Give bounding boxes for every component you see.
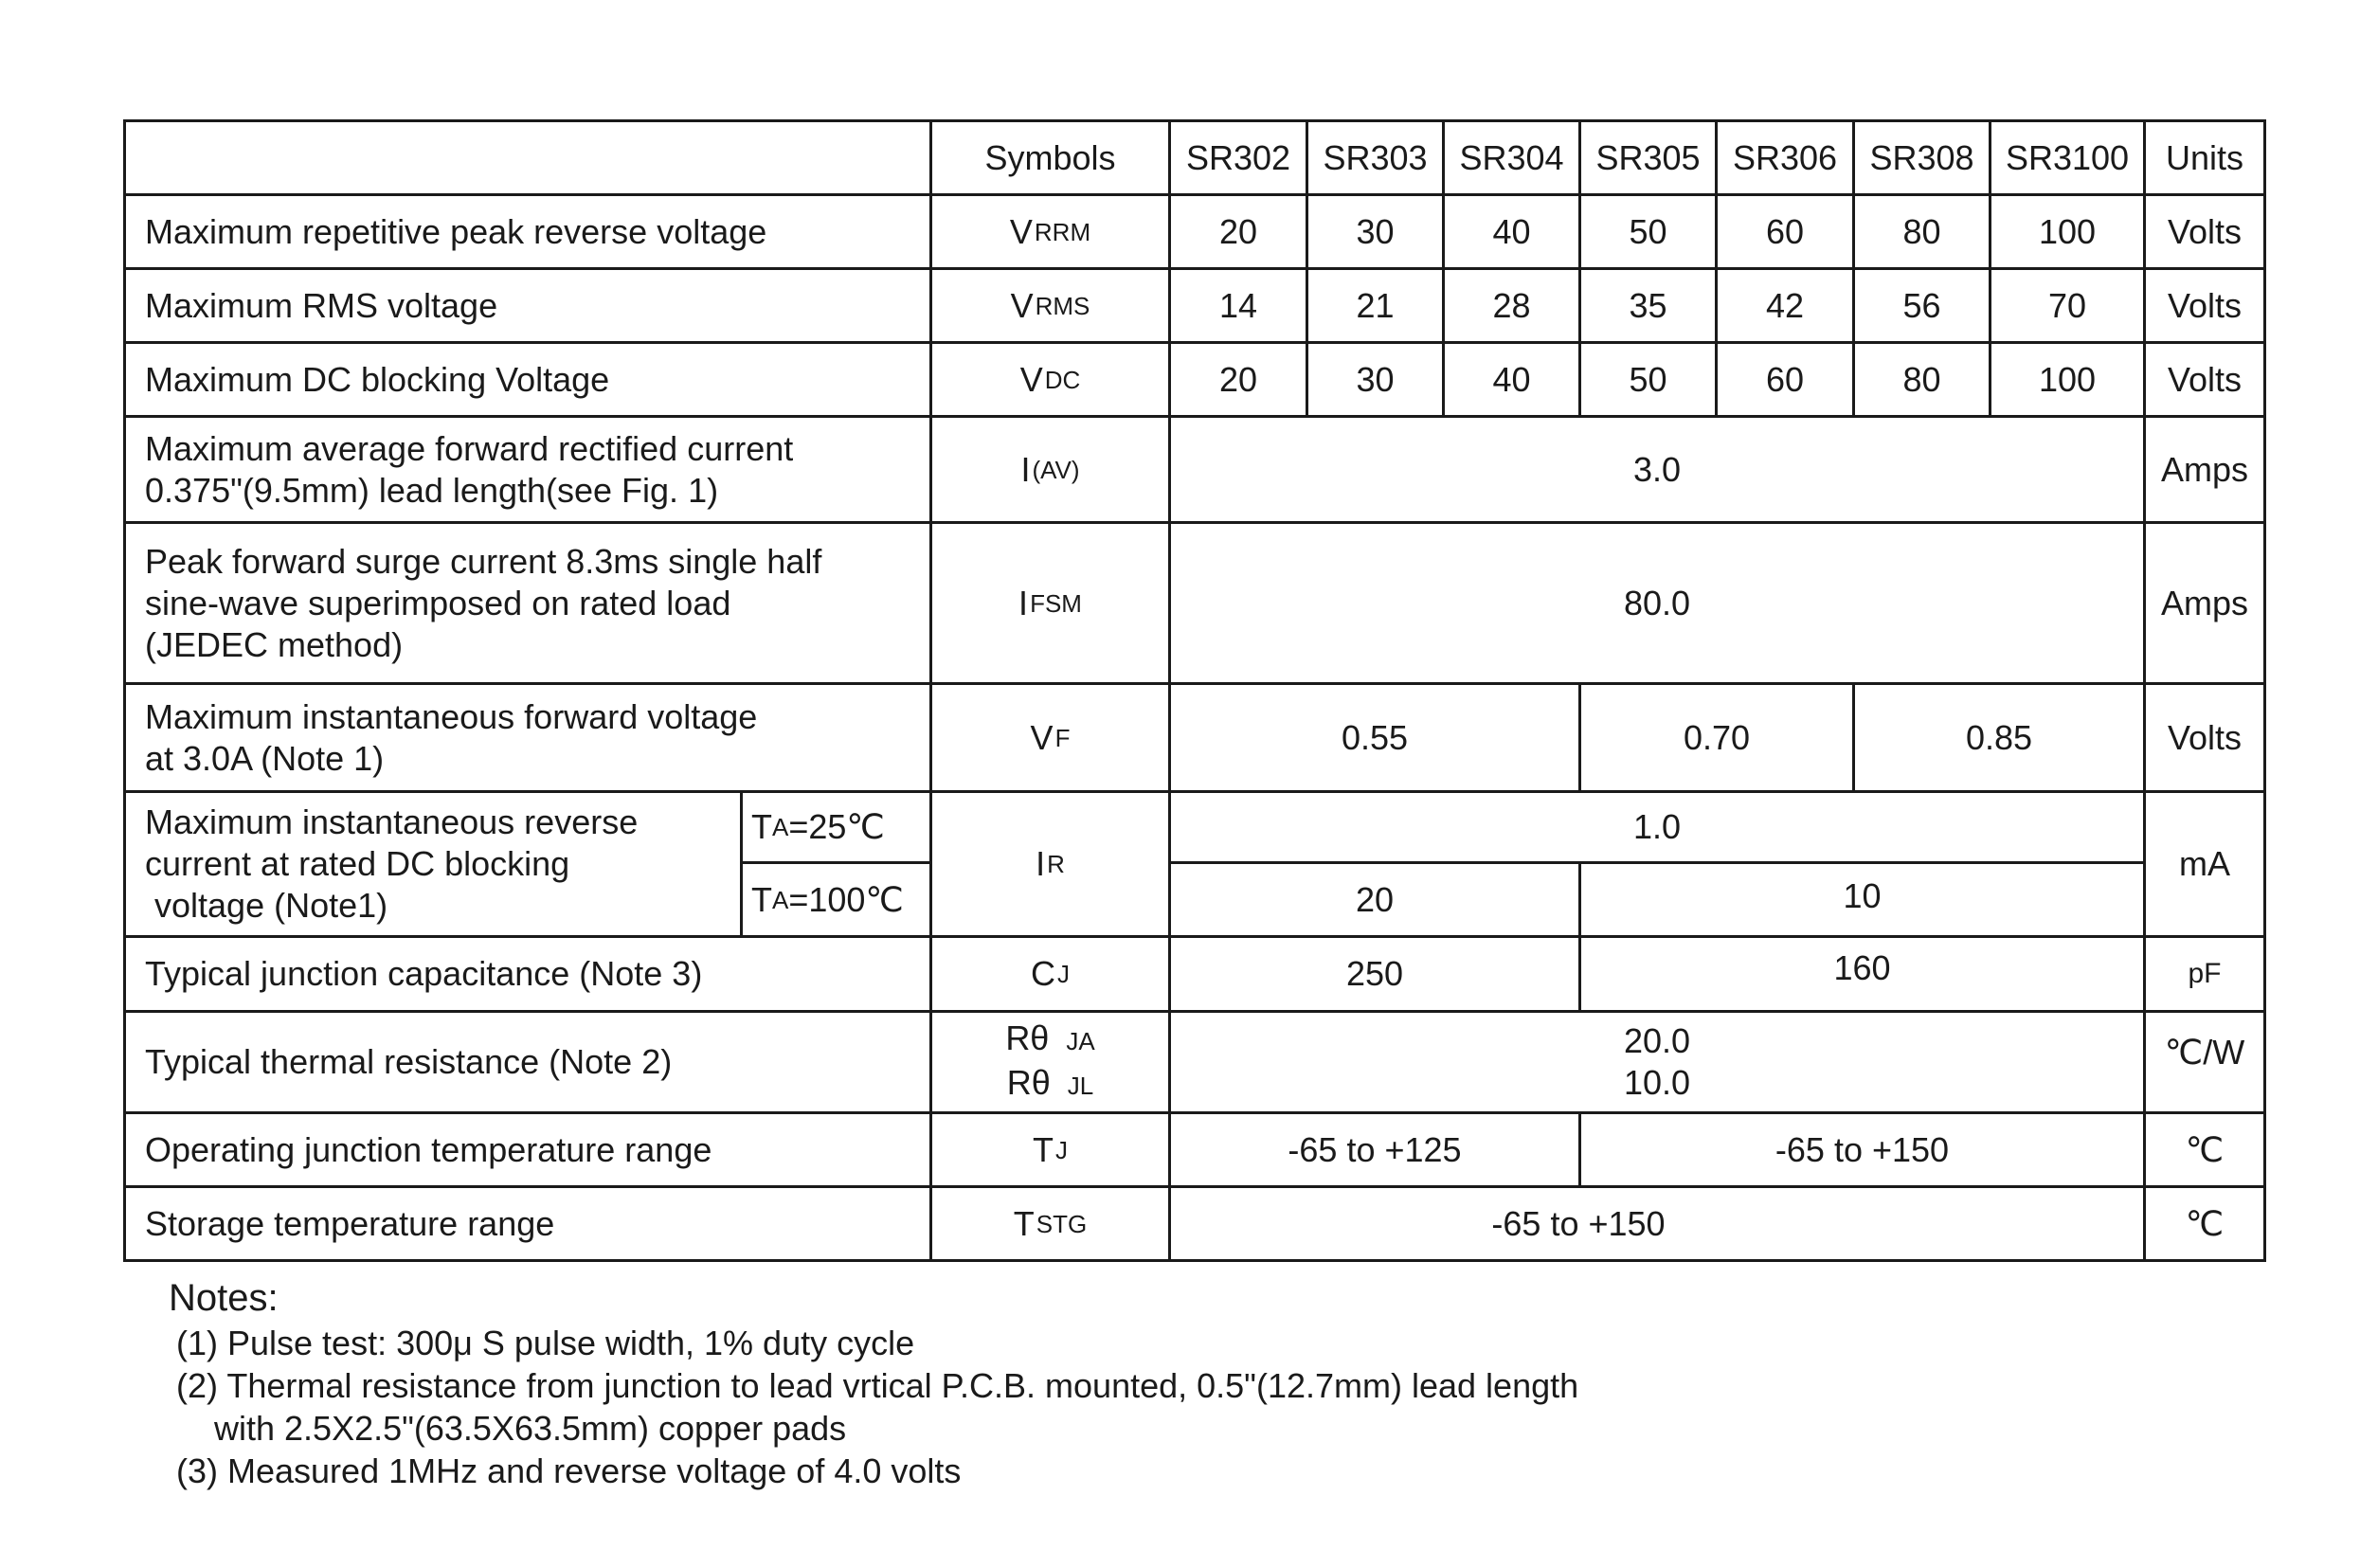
value-cell: 80.0 [1623,583,1691,622]
value-cell: 20 [1218,211,1258,251]
symbol-cj [932,938,1168,1010]
value-cell: 1.0 [1632,807,1682,846]
value-cell: 10 [1843,876,1882,915]
value-cell: 20 [1218,359,1258,399]
value-cell: 0.85 [1965,717,2033,757]
symbol-rth-jl [1007,1062,1094,1107]
cond-ta100 [751,864,929,935]
value-cell: 250 [1345,954,1404,993]
value-cell: 0.55 [1341,717,1409,757]
unit-vrrm: Volts [2167,211,2243,251]
value-cell: 70 [2047,285,2087,325]
param-iav [145,418,922,521]
value-cell: 50 [1629,359,1667,399]
value-cell: 14 [1218,285,1258,325]
value-cell: -65 to +125 [1288,1129,1462,1169]
unit-rth: ℃/W [2164,1033,2245,1072]
symbol-main: Rθ [1006,1063,1051,1102]
note-line: (3) Measured 1MHz and reverse voltage of 4.0 volts [176,1451,962,1490]
param-line: Maximum instantaneous reverse [145,802,639,841]
unit-ifsm: Amps [2160,583,2249,622]
symbol-main: V [1009,211,1033,251]
value-cell: 20 [1355,879,1395,919]
value-cell: 80 [1902,359,1941,399]
cond-col-divider [740,790,743,935]
value-cell: 21 [1356,285,1395,325]
param-ifsm [145,524,922,682]
param-line: 0.375"(9.5mm) lead length(see Fig. 1) [145,470,719,510]
param-tj: Operating junction temperature range [145,1129,712,1169]
symbol-sub: RMS [1035,291,1090,320]
symbol-tj [932,1114,1168,1185]
symbol-main: V [1019,359,1043,399]
param-line: voltage (Note1) [145,886,388,925]
param-vrrm: Maximum repetitive peak reverse voltage [145,211,767,251]
symbol-main: I [1020,449,1031,489]
symbol-rth-ja [1005,1018,1094,1062]
symbol-main: V [1010,285,1034,325]
param-ir [145,793,732,935]
value-cell: 30 [1356,359,1395,399]
symbol-ir [932,793,1168,935]
symbol-main: T [1033,1129,1054,1169]
value-cell: 100 [2038,211,2097,251]
symbol-vrms [932,270,1168,341]
param-tstg: Storage temperature range [145,1203,555,1243]
param-vf [145,685,922,790]
param-line: sine-wave superimposed on rated load [145,583,731,622]
cond-sub: A [772,885,789,914]
param-line: (JEDEC method) [145,624,404,664]
value-cell: 40 [1492,359,1531,399]
header-model: SR305 [1595,137,1701,177]
notes-title: Notes: [169,1277,279,1319]
ratings-table [123,119,2266,1262]
header-model: SR306 [1732,137,1838,177]
param-cj: Typical junction capacitance (Note 3) [145,954,703,993]
param-line: Maximum instantaneous forward voltage [145,696,758,736]
unit-vf: Volts [2167,717,2243,757]
value-line: 10.0 [1623,1063,1691,1102]
value-cell: 60 [1765,359,1805,399]
symbol-main: T [1013,1203,1035,1243]
param-vdc: Maximum DC blocking Voltage [145,359,610,399]
note-line: (2) Thermal resistance from junction to lead vrtical P.C.B. mounted, 0.5"(12.7mm) lead length [176,1366,1579,1405]
value-cell: 40 [1492,211,1531,251]
unit-cj: pF [2188,958,2222,989]
symbol-sub: J [1055,1135,1068,1164]
unit-iav: Amps [2160,449,2249,489]
value-cell: 80 [1902,211,1941,251]
symbol-sub: R [1047,850,1065,878]
param-line: Maximum average forward rectified current [145,428,794,468]
symbol-sub: J [1057,960,1070,988]
param-rth: Typical thermal resistance (Note 2) [145,1042,673,1081]
symbol-sub: RRM [1034,217,1091,246]
value-cell: 35 [1629,285,1667,325]
value-cell: -65 to +150 [1491,1203,1666,1243]
note-line: (1) Pulse test: 300μ S pulse width, 1% duty cycle [176,1324,915,1362]
header-units: Units [2165,137,2244,177]
header-model: SR302 [1185,137,1291,177]
symbol-main: C [1031,954,1055,993]
header-model: SR303 [1323,137,1428,177]
value-cell: 50 [1629,211,1667,251]
symbol-sub: JL [1067,1072,1094,1100]
value-cell: 42 [1765,285,1805,325]
symbol-sub: DC [1044,365,1081,394]
value-cell-rth [1171,1013,2143,1111]
param-vrms: Maximum RMS voltage [145,285,498,325]
header-model: SR304 [1459,137,1564,177]
param-line: Peak forward surge current 8.3ms single half [145,541,822,581]
param-line: at 3.0A (Note 1) [145,738,385,778]
symbol-sub: FSM [1030,588,1082,618]
param-line: current at rated DC blocking [145,844,570,883]
value-line: 20.0 [1623,1021,1691,1060]
symbol-tstg [932,1188,1168,1259]
symbol-main: I [1036,844,1046,883]
unit-vdc: Volts [2167,359,2243,399]
symbol-sub: JA [1066,1027,1095,1055]
unit-tstg: ℃ [2185,1203,2225,1243]
value-cell: 160 [1833,948,1891,987]
value-cell: 56 [1902,285,1941,325]
symbol-iav [932,418,1168,521]
cond-rest: =25℃ [788,807,885,846]
symbol-ifsm [932,524,1168,682]
header-model: SR3100 [2005,137,2130,177]
value-cell: -65 to +150 [1774,1129,1950,1169]
header-symbols: Symbols [984,137,1116,177]
symbol-vrrm [932,196,1168,267]
cond-rest: =100℃ [788,879,904,919]
value-cell: 30 [1356,211,1395,251]
unit-ir: mA [2179,844,2230,883]
value-cell: 3.0 [1632,449,1682,489]
cond-main: T [751,879,772,919]
value-cell: 100 [2038,359,2097,399]
cond-ta25 [751,793,929,861]
symbol-main: I [1018,583,1029,622]
note-line: with 2.5X2.5"(63.5X63.5mm) copper pads [214,1409,847,1448]
value-cell: 28 [1492,285,1531,325]
cond-main: T [751,807,772,846]
symbol-rth [932,1013,1168,1111]
symbol-sub: (AV) [1032,455,1080,484]
symbol-vf [932,685,1168,790]
symbol-sub: STG [1036,1209,1088,1238]
cond-sub: A [772,813,789,841]
symbol-main: V [1030,717,1054,757]
unit-tj: ℃ [2185,1129,2225,1169]
symbol-vdc [932,344,1168,415]
value-cell: 0.70 [1683,717,1751,757]
notes-section [169,1274,1578,1492]
header-model: SR308 [1869,137,1974,177]
unit-vrms: Volts [2167,285,2243,325]
symbol-sub: F [1054,723,1071,752]
symbol-main: Rθ [1005,1018,1050,1057]
value-cell: 60 [1765,211,1805,251]
